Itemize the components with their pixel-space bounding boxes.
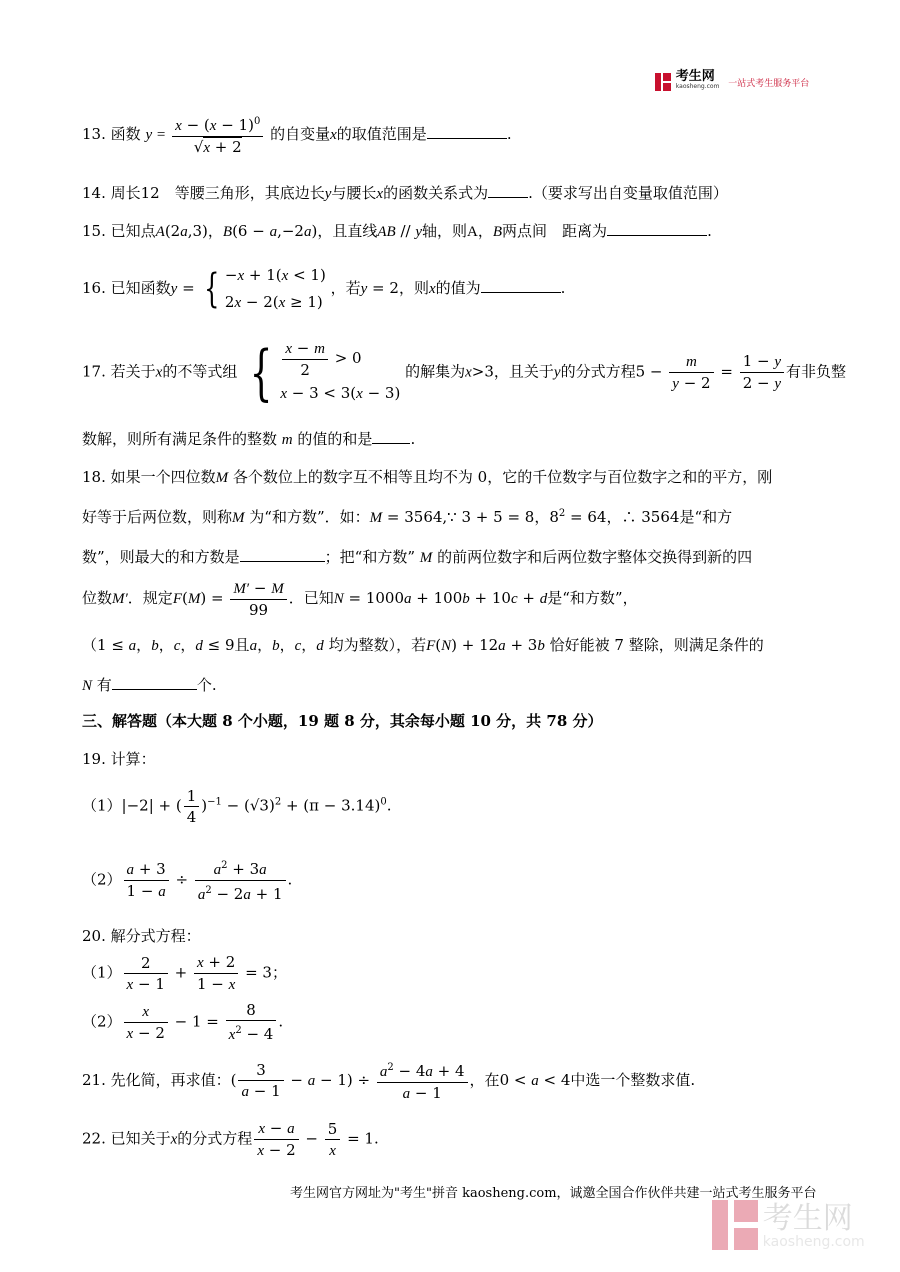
watermark-logo-icon (712, 1200, 758, 1254)
question-19-title: 19. 计算： (82, 750, 156, 768)
logo-mark-icon (655, 73, 671, 91)
q17-answer-blank[interactable] (372, 429, 410, 444)
question-18-line4: 位数M′．规定F(M) = $\frac{M' - M}{99}$ ．已知N = 1000a + 100b + 10c + d是“和方数”， (82, 579, 638, 619)
question-18-line1: 18. 如果一个四位数M 各个数位上的数字互不相等且均不为 0，它的千位数字与百位数字之和的平方，刚 (82, 468, 773, 486)
question-14: 14. 周长12 等腰三角形，其底边长y与腰长x的函数关系式为 .（要求写出自变量取值范围） (82, 184, 728, 202)
q13-fraction: $\frac{x - (x - 1)^0}{√x + 2}$ (172, 112, 263, 158)
q13-answer-blank[interactable] (427, 124, 507, 139)
footer-watermark (712, 1200, 865, 1254)
question-19-part2: （2） $\frac{a + 3}{1 - a}$ ÷ $\frac{a^2 + 3a}{a^2 - 2a + 1}$ . (82, 856, 292, 905)
header-slogan: 一站式考生服务平台 (728, 78, 810, 89)
section-3-heading: 三、解答题（本大题 8 个小题，19 题 8 分，其余每小题 10 分，共 78 分） (82, 712, 603, 730)
question-18-line5: （1 ≤ a，b，c，d ≤ 9且a，b，c，d 均为整数），若F(N) + 12a + 3b 恰好能被 7 整除，则满足条件的 (82, 636, 764, 654)
question-17-line2: 数解，则所有满足条件的整数 m 的值的和是 . (82, 430, 416, 448)
question-18-line2: 好等于后两位数，则称M 为“和方数”．如：M = 3564,∵ 3 + 5 = 8，$8^2 = 64$，∴ 3564是“和方 (82, 508, 733, 526)
q16-answer-blank[interactable] (481, 278, 561, 293)
q18-answer-blank-2[interactable] (112, 675, 197, 690)
question-20-part2: （2） $\frac{x}{x - 2}$ − 1 = $\frac{8}{x^2 - 4}$ . (82, 1001, 284, 1043)
q14-answer-blank[interactable] (488, 183, 528, 198)
header-logo (655, 69, 810, 92)
question-16: 16. 已知函数y = { −x + 1(x < 1) 2x − 2(x ≥ 1) ，若y = 2，则x的值为 . (82, 262, 565, 316)
question-19-part1: （1）|−2| + ( $\frac{1}{4}$ )$^{-1} - (√3)^2 + (\pi - 3.14)^0$. (82, 787, 392, 826)
q16-piecewise: −x + 1(x < 1) 2x − 2(x ≥ 1) (224, 266, 326, 311)
question-21: 21. 先化简，再求值：( $\frac{3}{a - 1}$ − a − 1) ÷ $\frac{a^2 - 4a + 4}{a - 1}$ ，在0 < a < 4中选一个整数求值. (82, 1058, 695, 1104)
watermark-sub-text: kaosheng.com (762, 1234, 865, 1250)
q15-answer-blank[interactable] (607, 221, 707, 236)
question-18-line3: 数”，则最大的和方数是 ；把“和方数” M 的前两位数字和后两位数字整体交换得到新的四 (82, 548, 753, 566)
q18-answer-blank-1[interactable] (240, 547, 325, 562)
logo-main-text: 考生网 (675, 69, 715, 84)
question-13: 13. 函数 y = $\frac{x - (x - 1)^0}{√x + 2}$ 的自变量x的取值范围是 . (82, 112, 512, 158)
watermark-main-text: 考生网 (762, 1201, 853, 1236)
question-18-line6: N 有 个. (82, 676, 217, 694)
q17-inequality-system: $\frac{x - m}{2}$ > 0 x − 3 < 3(x − 3) (280, 339, 401, 402)
question-22: 22. 已知关于x的分式方程 $\frac{x - a}{x - 2}$ − $\frac{5}{x}$ = 1. (82, 1119, 379, 1159)
question-20-part1: （1） $\frac{2}{x - 1}$ + $\frac{x + 2}{1 - x}$ = 3； (82, 953, 287, 993)
logo-sub-text: kaosheng.com (675, 83, 720, 90)
question-15: 15. 已知点A(2a,3)，B(6 − a,−2a)，且直线AB // y轴，则A，B两点间 距离为 . (82, 222, 712, 240)
footer-text: 考生网官方网址为"考生"拼音 kaosheng.com，诚邀全国合作伙伴共建一站式考生服务平台 (290, 1186, 817, 1201)
question-17: 17. 若关于x的不等式组 { $\frac{x - m}{2}$ > 0 x − 3 < 3(x − 3) 的解集为x>3，且关于y的分式方程5 − $\frac{m}{y - 2}$ = $\frac{1 - y}{2 - y}$ 有非负整 (82, 337, 847, 408)
question-20-title: 20. 解分式方程： (82, 927, 201, 945)
